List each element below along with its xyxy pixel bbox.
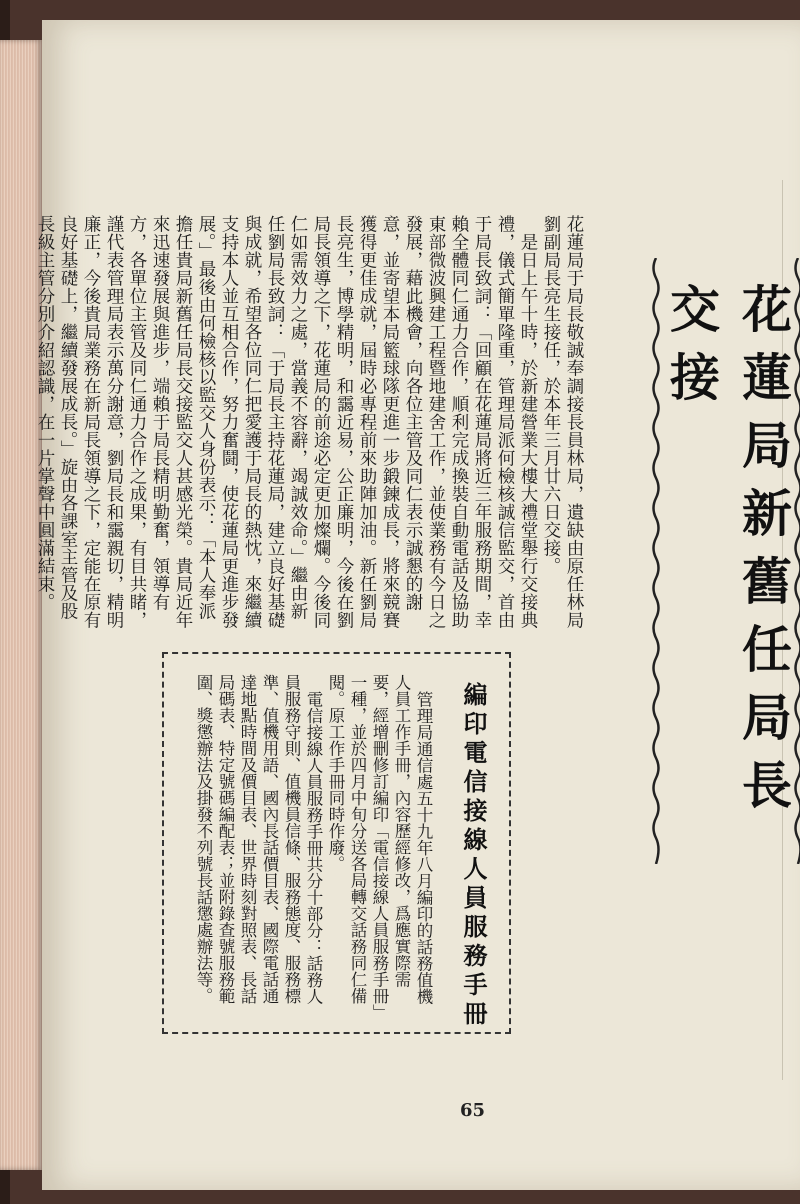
article-paragraph-1: 花蓮局于局長敬誠奉調接長員林局，遺缺由原任林局劉副局長亮生接任，於本年三月廿六日交接。 [541,215,584,629]
notice-paragraph-2: 電信接線人員服務手冊共分十部分：話務人員服務守則、值機員信條、服務態度、服務標準、值機用語、國內長話價目表、國際電話通達地點時間及價目表、世界時刻對照表、長話局碼表、特定號碼編配表；並附錄查號服務範圍、獎懲辦法及掛發不列號長話懲處辦法等。 [194,674,323,1004]
notice-body [179,674,434,1014]
article-paragraph-2: 是日上午十時，於新建營業大樓大禮堂舉行交接典禮，儀式簡單隆重，管理局派何檢核誠信監交，首由于局長致詞：「回顧在花蓮局將近三年服務期間，幸賴全體同仁通力合作，順利完成換裝自動電話及協助東部微波興建工程暨地建舍工作，並使業務有今日之發展，藉此機會，向各位主管及同仁表示誠懇的謝意，並寄望本局籃球隊更進一步鍛鍊成長，將來競賽獲得更佳成就，屆時必專程前來助陣加油。新任劉局長亮生，博學精明，和靄近易，公正廉明，今後在劉局長領導之下，花蓮局的前途必定更加燦爛。今後同仁如需效力之處，當義不容辭，竭誠效命。」繼由新任劉局長致詞：「于局長主持花蓮局，建立良好基礎與成就，希望各位同仁把愛護于局長的熱忱，來繼續支持本人並互相合作，努力奮鬪，使花蓮局更進步發展。」最後由何檢核以監交人身份表示：「本人奉派擔任貴局新舊任局長交接監交人甚感光榮。貴局近年來迅速發展與進步，端賴于局長精明勤奮，領導有方，各單位主管及同仁通力合作之成果，有目共睹，謹代表管理局表示萬分謝意，劉局長和靄親切，精明廉正，今後貴局業務在新局長領導之下，定能在原有良好基礎上，繼續發展成長。」旋由各課室主管及股長級主管分別介紹認識，在一片掌聲中圓滿結束。 [35,215,538,629]
book-page [35,20,800,1190]
notice-paragraph-1: 管理局通信處五十九年八月編印的話務值機人員工作手冊，內容歷經修改，爲應實際需要，經增刪修訂編印「電信接線人員服務手冊」一種，並於四月中旬分送各局轉交話務同仁備閱。原工作手冊同時作廢。 [326,674,433,1013]
notice-title: 編印電信接線人員服務手冊 [459,682,488,1030]
page-number: 65 [460,1100,486,1121]
article-body [35,215,585,635]
article-title-frame [652,258,800,864]
article-title: 花蓮局新舊任局長交接 [662,283,793,827]
notice-box [162,652,511,1034]
